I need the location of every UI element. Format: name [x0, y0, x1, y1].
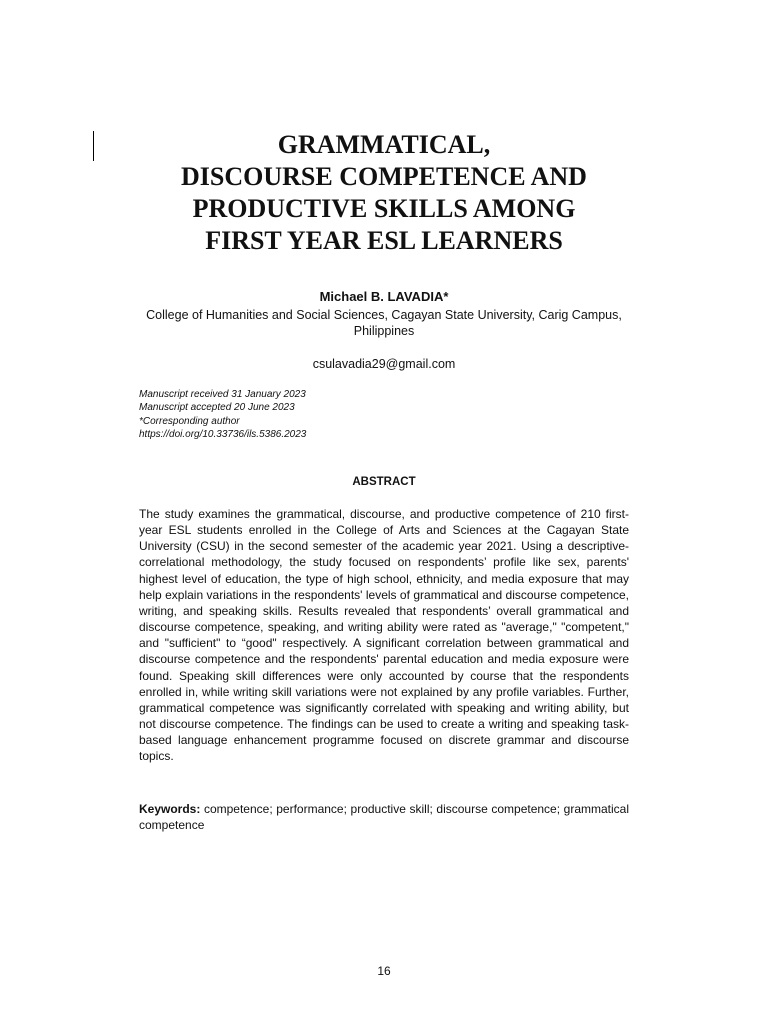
keywords-list: competence; performance; productive skill; discourse competence; grammatical competence: [139, 802, 629, 833]
keywords-label: Keywords:: [139, 802, 201, 816]
corresponding-note: *Corresponding author: [139, 415, 240, 427]
paper-title: [100, 129, 668, 257]
keywords: [139, 801, 629, 833]
title-line-3: PRODUCTIVE SKILLS AMONG: [192, 194, 576, 223]
text-cursor: [93, 131, 94, 161]
manuscript-meta: [139, 388, 539, 441]
abstract-body: The study examines the grammatical, discourse, and productive competence of 210 first-year ESL students enrolled in the College of Arts and Sciences at the Cagayan State University (CSU) in the second semester of the academic year 2021. Using a descriptive-correlational methodology, the study focused on respondents’ profile like sex, parents' highest level of education, the type of high school, ethnicity, and media exposure that may help explain variations in the respondents' levels of grammatical and discourse competence, writing, and speaking skills. Results revealed that respondents’ overall grammatical and discourse competence, speaking, and writing ability were rated as "average," "competent," and "sufficient" to “good" respectively. A significant correlation between grammatical and discourse competence and the respondents' parental education and media exposure were found. Speaking skill differences were only accounted by course that the respondents enrolled in, while writing skill variations were not explained by any profile variables. Further, grammatical competence was significantly correlated with speaking and writing ability, but not discourse competence. The findings can be used to create a writing and speaking task-based language enhancement programme focused on discrete grammar and discourse topics.: [139, 507, 629, 764]
page-number: 16: [377, 964, 391, 978]
title-line-2: DISCOURSE COMPETENCE AND: [181, 162, 587, 191]
author-name: Michael B. LAVADIA*: [319, 289, 449, 304]
received-date: Manuscript received 31 January 2023: [139, 389, 306, 400]
doi-link: https://doi.org/10.33736/ils.5386.2023: [139, 428, 307, 440]
title-line-1: GRAMMATICAL,: [277, 130, 491, 159]
accepted-date: Manuscript accepted 20 June 2023: [139, 402, 295, 414]
author-email: csulavadia29@gmail.com: [312, 357, 456, 371]
title-line-4: FIRST YEAR ESL LEARNERS: [205, 226, 563, 255]
author-affiliation: College of Humanities and Social Sciences, Cagayan State University, Carig Campus, Philippines: [146, 308, 622, 338]
abstract-heading: ABSTRACT: [352, 476, 416, 488]
